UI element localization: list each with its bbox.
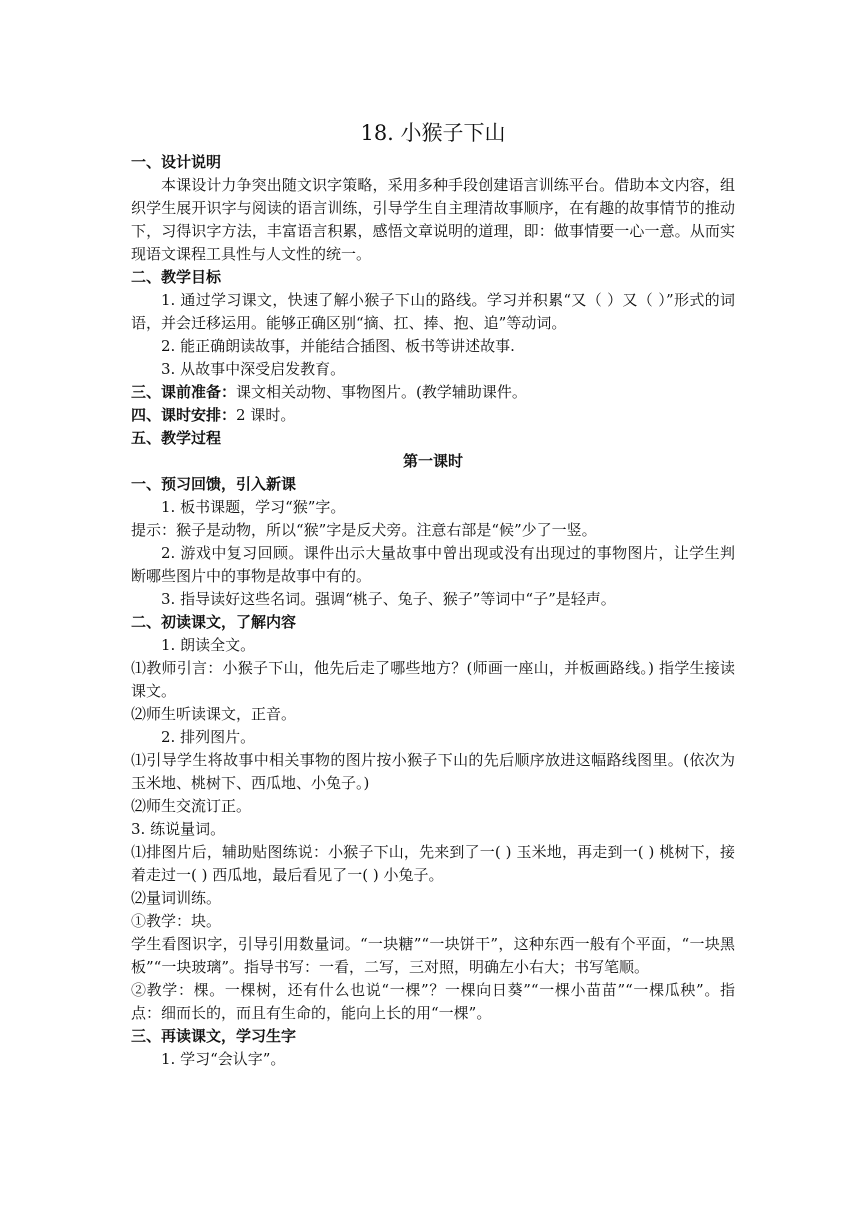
reading-sub-5: ⑴排图片后，辅助贴图练说：小猴子下山，先来到了一( ) 玉米地，再走到一( ) 桃树下，接着走过一( ) 西瓜地，最后看见了一( ) 小兔子。 bbox=[131, 843, 735, 884]
document-body bbox=[131, 118, 735, 1071]
teach-tree-text: ②教学：棵。一棵树，还有什么也说“一棵”？一棵向日葵”“一棵小苗苗”“一棵瓜秧”。指点：细而长的，而且有生命的，能向上长的用“一棵”。 bbox=[131, 981, 735, 1022]
reading-sub-3: ⑴引导学生将故事中相关事物的图片按小猴子下山的先后顺序放进这幅路线图里。(依次为玉米地、桃树下、西瓜地、小兔子。) bbox=[131, 751, 735, 792]
teach-block-text: 学生看图识字，引导引用数量词。“一块糖”“一块饼干”，这种东西一般有个平面，“一块黑板”“一块玻璃”。指导书写：一看，二写，三对照，明确左小右大；书写笔顺。 bbox=[131, 935, 735, 976]
design-paragraph: 本课设计力争突出随文识字策略，采用多种手段创建语言训练平台。借助本文内容，组织学生展开识字与阅读的语言训练，引导学生自主理清故事顺序，在有趣的故事情节的推动下，习得识字方法，丰富语言积累，感悟文章说明的道理，即：做事情要一心一意。从而实现语文课程工具性与人文性的统一。 bbox=[131, 176, 735, 263]
goal-item-3: 3. 从故事中深受启发教育。 bbox=[161, 360, 346, 378]
section-heading-goals: 二、教学目标 bbox=[131, 268, 222, 286]
schedule-line bbox=[131, 404, 735, 427]
schedule-text: 2 课时。 bbox=[236, 406, 296, 424]
reading-sub-2: ⑵师生听读课文，正音。 bbox=[131, 705, 297, 723]
reading-sub-6: ⑵量词训练。 bbox=[131, 889, 222, 907]
reread-item-1: 1. 学习“会认字”。 bbox=[161, 1050, 286, 1068]
preview-hint: 提示：猴子是动物，所以“猴”字是反犬旁。注意右部是“候”少了一竖。 bbox=[131, 521, 597, 539]
reading-item-2: 2. 排列图片。 bbox=[161, 728, 256, 746]
preview-item-2: 2. 游戏中复习回顾。课件出示大量故事中曾出现或没有出现过的事物图片，让学生判断哪些图片中的事物是故事中有的。 bbox=[131, 544, 735, 585]
section-heading-design: 一、设计说明 bbox=[131, 153, 222, 171]
preparation-line bbox=[131, 381, 735, 404]
reading-item-1: 1. 朗读全文。 bbox=[161, 636, 256, 654]
part-heading-first-reading: 二、初读课文，了解内容 bbox=[131, 613, 297, 631]
section-heading-schedule: 四、课时安排： bbox=[131, 406, 237, 424]
part-heading-preview: 一、预习回馈，引入新课 bbox=[131, 475, 297, 493]
preparation-text: 课文相关动物、事物图片。(教学辅助课件。 bbox=[236, 383, 527, 401]
goal-item-2: 2. 能正确朗读故事，并能结合插图、板书等讲述故事. bbox=[161, 337, 515, 355]
reading-sub-4: ⑵师生交流订正。 bbox=[131, 797, 252, 815]
teach-block-heading: ①教学：块。 bbox=[131, 912, 222, 930]
preview-item-1: 1. 板书课题，学习“猴”字。 bbox=[161, 498, 346, 516]
preview-item-3: 3. 指导读好这些名词。强调“桃子、兔子、猴子”等词中“子”是轻声。 bbox=[161, 590, 616, 608]
page-title: 18. 小猴子下山 bbox=[360, 121, 506, 145]
period-title: 第一课时 bbox=[402, 452, 463, 470]
reading-sub-1: ⑴教师引言：小猴子下山，他先后走了哪些地方？(师画一座山，并板画路线。) 指学生接读课文。 bbox=[131, 659, 735, 700]
part-heading-reread: 三、再读课文，学习生字 bbox=[131, 1027, 297, 1045]
goal-item-1: 1. 通过学习课文，快速了解小猴子下山的路线。学习并积累“又（ ）又（ ）”形式的词语，并会迁移运用。能够正确区别“摘、扛、捧、抱、追”等动词。 bbox=[131, 291, 735, 332]
reading-item-3: 3. 练说量词。 bbox=[131, 820, 226, 838]
section-heading-preparation: 三、课前准备： bbox=[131, 383, 237, 401]
section-heading-process: 五、教学过程 bbox=[131, 429, 222, 447]
